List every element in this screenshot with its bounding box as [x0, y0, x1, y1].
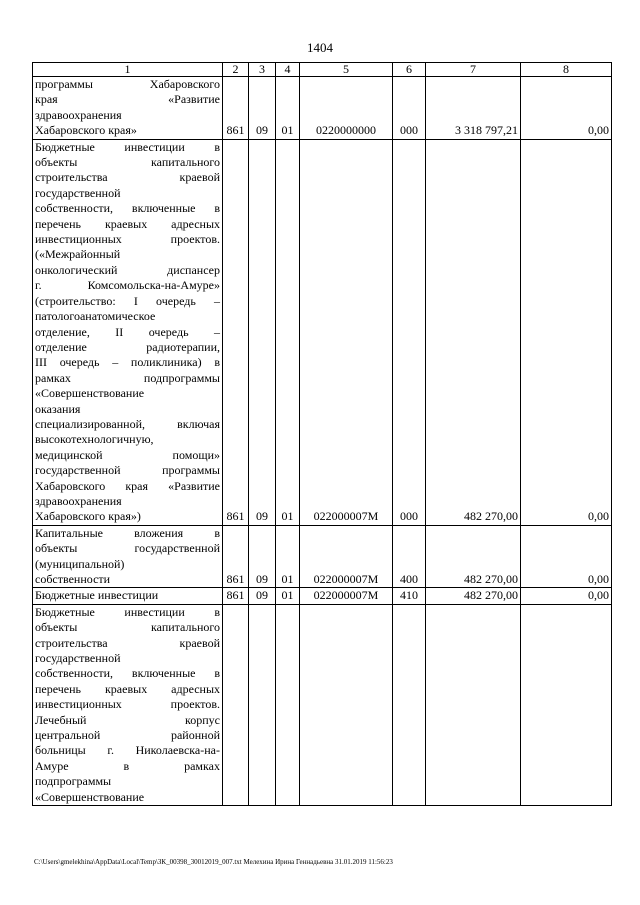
column-header: 2: [223, 63, 249, 77]
subsection-code: 01: [276, 77, 300, 140]
description-line: инвестиционных проектов.: [35, 232, 220, 247]
table-row: [33, 139, 612, 525]
description-line: перечень краевых адресных: [35, 216, 220, 231]
subsection-code: [276, 604, 300, 805]
amount-cell: 3 318 797,21: [426, 77, 521, 140]
amount-cell: 0,00: [521, 588, 612, 604]
table-row: [33, 604, 612, 805]
description-line: собственности: [35, 572, 111, 586]
description-line: здравоохранения: [35, 493, 122, 508]
description-line: собственности, включенные в: [35, 201, 220, 216]
description-line: программы Хабаровского: [35, 77, 220, 91]
description-line: подпрограммы: [35, 774, 112, 789]
description-line: г. Комсомольска-на-Амуре»: [35, 278, 220, 293]
column-header: 3: [249, 63, 276, 77]
page-number: 1404: [307, 40, 333, 55]
description-line: Лечебный корпус: [35, 712, 220, 727]
description-line: Бюджетные инвестиции в: [35, 604, 220, 619]
amount-cell: 0,00: [521, 77, 612, 140]
description-line: III очередь – поликлиника) в: [35, 355, 220, 370]
description-line: здравоохранения: [35, 107, 122, 122]
description-line: Бюджетные инвестиции в: [35, 139, 220, 154]
description-line: («Межрайонный: [35, 247, 121, 262]
expense-type-code: [393, 604, 426, 805]
description-line: объекты капитального: [35, 620, 220, 635]
description-line: рамках подпрограммы: [35, 370, 220, 385]
description-line: онкологический диспансер: [35, 262, 220, 277]
target-article-code: 022000007М: [300, 139, 393, 525]
description-line: объекты капитального: [35, 155, 220, 170]
table-row: [33, 588, 612, 604]
expense-type-code: 410: [393, 588, 426, 604]
description-line: перечень краевых адресных: [35, 681, 220, 696]
row-description: [33, 588, 223, 604]
description-line: Хабаровского края «Развитие: [35, 478, 220, 493]
amount-cell: 482 270,00: [426, 588, 521, 604]
description-line: Хабаровского края»: [35, 123, 137, 138]
description-line: «Совершенствование: [35, 386, 145, 401]
table-header-row: [33, 63, 612, 77]
description-line: Бюджетные инвестиции: [35, 588, 159, 603]
target-article-code: 022000007М: [300, 525, 393, 588]
description-line: строительства краевой: [35, 635, 220, 650]
description-line: больницы г. Николаевска-на-: [35, 743, 220, 758]
description-line: Амуре в рамках: [35, 758, 220, 773]
description-line: объекты государственной: [35, 541, 220, 556]
description-line: (строительство: I очередь –: [35, 293, 220, 308]
description-line: инвестиционных проектов.: [35, 697, 220, 712]
file-path-footer: C:\Users\gmelekhina\AppData\Local\Temp\ЗК_00398_30012019_007.txt Мелехина Ирина Геннадьевна 31.01.2019 11:56:23: [34, 858, 393, 866]
description-line: высокотехнологичную,: [35, 432, 154, 447]
column-header: 5: [300, 63, 393, 77]
description-line: отделение радиотерапии,: [35, 339, 220, 354]
description-line: строительства краевой: [35, 170, 220, 185]
description-line: центральной районной: [35, 728, 220, 743]
description-line: края «Развитие: [35, 92, 220, 107]
section-code: 09: [249, 588, 276, 604]
column-header: 1: [33, 63, 223, 77]
subsection-code: 01: [276, 139, 300, 525]
column-header: 7: [426, 63, 521, 77]
description-line: государственной: [35, 185, 121, 200]
description-line: «Совершенствование: [35, 789, 145, 804]
description-line: государственной: [35, 651, 121, 666]
grbs-code: 861: [223, 139, 249, 525]
amount-cell: 482 270,00: [426, 525, 521, 588]
section-code: 09: [249, 525, 276, 588]
description-line: Капитальные вложения в: [35, 525, 220, 540]
target-article-code: 022000007М: [300, 588, 393, 604]
description-line: государственной программы: [35, 463, 220, 478]
section-code: 09: [249, 77, 276, 140]
grbs-code: 861: [223, 588, 249, 604]
column-header: 8: [521, 63, 612, 77]
column-header: 4: [276, 63, 300, 77]
amount-cell: 0,00: [521, 525, 612, 588]
amount-cell: [426, 604, 521, 805]
expense-type-code: 000: [393, 77, 426, 140]
amount-cell: 0,00: [521, 139, 612, 525]
section-code: [249, 604, 276, 805]
grbs-code: 861: [223, 525, 249, 588]
table-row: [33, 525, 612, 588]
subsection-code: 01: [276, 588, 300, 604]
amount-cell: [521, 604, 612, 805]
row-description: [33, 525, 223, 588]
description-line: оказания: [35, 401, 81, 416]
description-line: Хабаровского края»): [35, 509, 141, 524]
row-description: [33, 604, 223, 805]
description-line: (муниципальной): [35, 556, 125, 571]
description-line: медицинской помощи»: [35, 447, 220, 462]
table-row: [33, 77, 612, 140]
description-line: собственности, включенные в: [35, 666, 220, 681]
expense-type-code: 000: [393, 139, 426, 525]
expense-type-code: 400: [393, 525, 426, 588]
column-header: 6: [393, 63, 426, 77]
grbs-code: 861: [223, 77, 249, 140]
amount-cell: 482 270,00: [426, 139, 521, 525]
row-description: [33, 139, 223, 525]
description-line: специализированной, включая: [35, 416, 220, 431]
grbs-code: [223, 604, 249, 805]
section-code: 09: [249, 139, 276, 525]
budget-table: [32, 62, 612, 806]
description-line: патологоанатомическое: [35, 309, 156, 324]
row-description: [33, 77, 223, 140]
target-article-code: [300, 604, 393, 805]
target-article-code: 0220000000: [300, 77, 393, 140]
subsection-code: 01: [276, 525, 300, 588]
description-line: отделение, II очередь –: [35, 324, 220, 339]
